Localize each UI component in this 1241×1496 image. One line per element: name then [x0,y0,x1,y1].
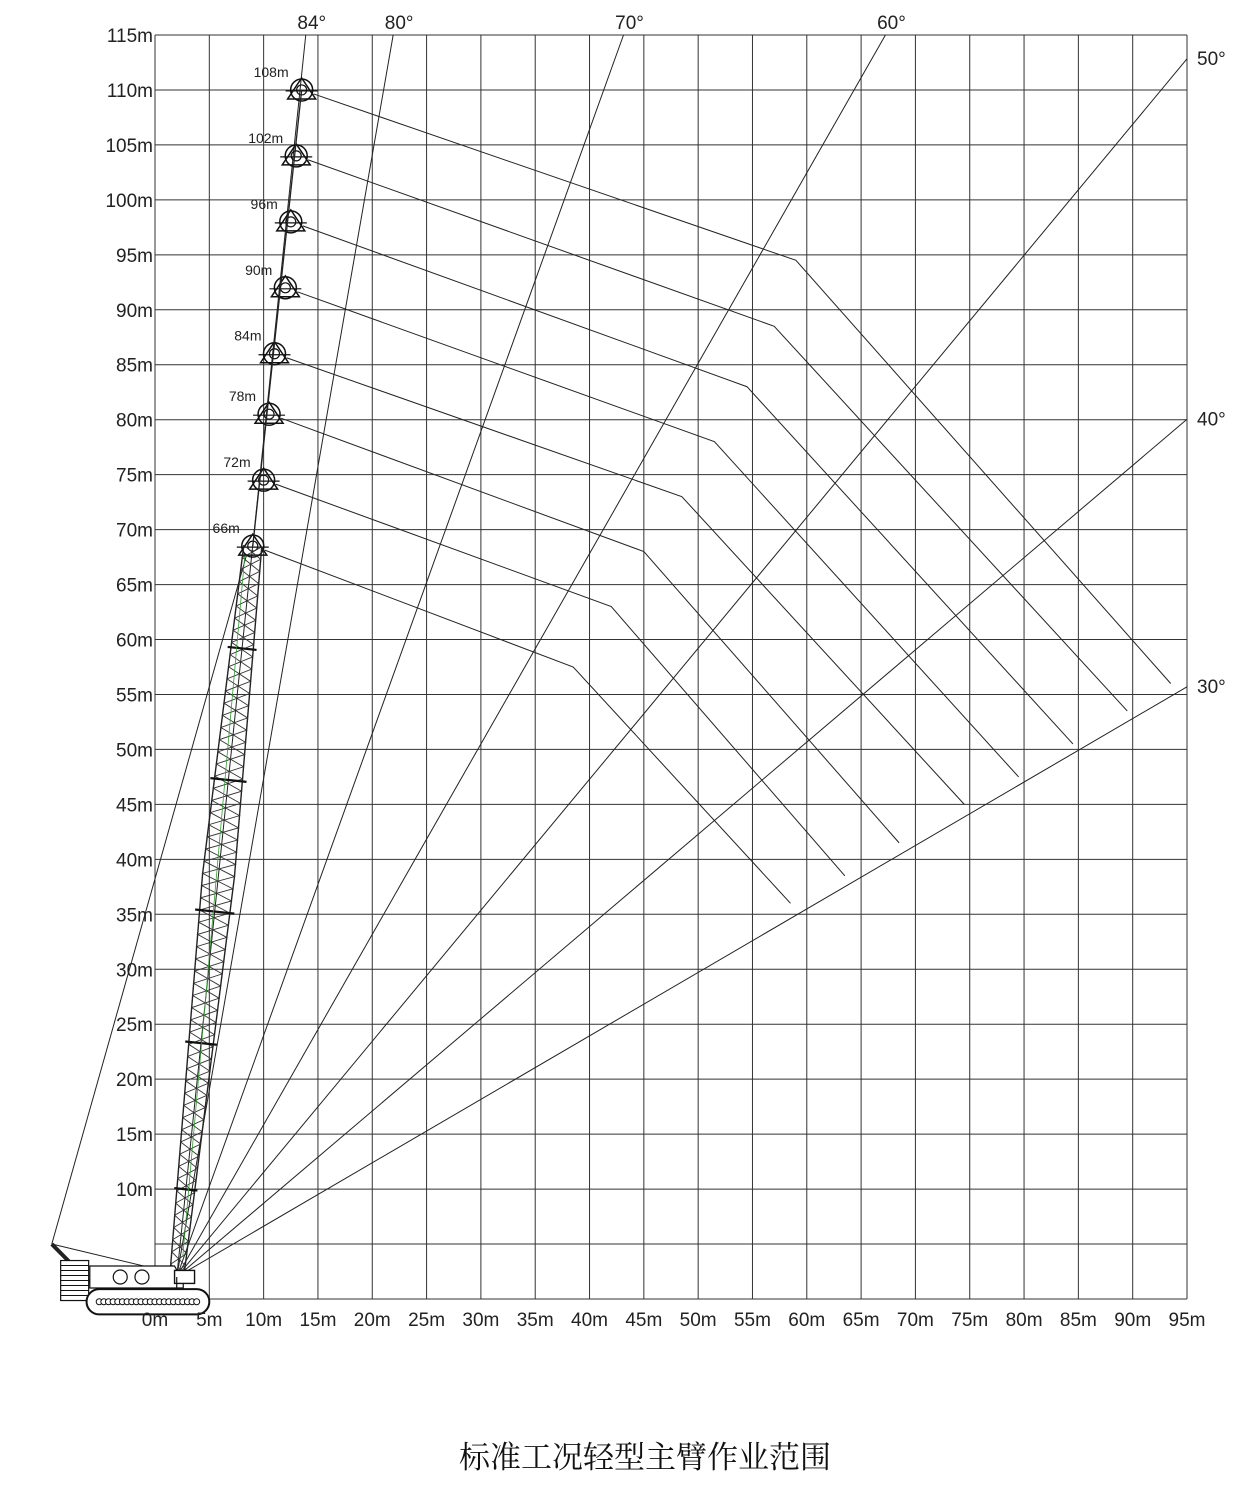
angle-label-84: 84° [297,13,327,34]
y-tick-label: 40m [116,850,153,872]
x-tick-label: 85m [1059,1310,1097,1331]
y-tick-label: 35m [116,905,153,927]
boom-length-label: 66m [212,520,240,537]
x-tick-label: 15m [299,1310,337,1331]
boom-length-label: 96m [250,195,278,212]
angle-line-30 [177,687,1187,1277]
angle-line-50 [177,59,1187,1277]
y-tick-label: 10m [116,1180,153,1202]
angle-label-60: 60° [877,13,906,34]
boom-length-label: 78m [228,388,257,405]
y-tick-label: 50m [116,740,153,762]
y-tick-label: 95m [116,245,153,267]
x-tick-label: 55m [733,1310,771,1331]
angle-line-40 [177,419,1187,1277]
x-axis-ticks [142,1310,1206,1331]
x-tick-label: 95m [1168,1310,1206,1331]
boom-length-label: 108m [253,63,289,80]
x-tick-label: 70m [896,1310,934,1331]
winch-drum [135,1270,149,1284]
x-tick-label: 30m [462,1310,500,1331]
y-tick-label: 15m [116,1125,153,1147]
y-tick-label: 60m [116,630,153,652]
x-tick-label: 75m [951,1310,989,1331]
sheave-inner [264,409,274,419]
x-tick-label: 5m [196,1310,223,1331]
y-tick-label: 75m [116,465,153,487]
x-tick-label: 45m [625,1310,663,1331]
hoist-rope [183,556,245,1257]
x-tick-label: 0m [141,1310,169,1331]
y-tick-label: 65m [116,575,153,597]
sheave-inner [269,349,279,359]
y-tick-label: 80m [116,410,153,432]
range-curve [303,226,1073,744]
operator-cab [175,1270,195,1283]
x-tick-label: 65m [842,1310,880,1331]
y-tick-label: 105m [105,135,153,157]
x-tick-label: 40m [571,1310,609,1331]
range-curve [308,160,1127,711]
boom-length-label: 90m [245,261,273,278]
angle-label-50: 50° [1197,48,1226,70]
chart-title: 标准工况轻型主臂作业范围 [459,1440,831,1476]
grid [155,35,1187,1299]
y-tick-label: 110m [106,80,153,102]
boom-extension-line [250,90,302,546]
angle-line-70 [177,35,624,1277]
sheave-inner [280,283,290,293]
boom-tip-symbol [269,276,301,299]
x-tick-label: 35m [516,1310,554,1331]
x-tick-label: 10m [245,1310,283,1331]
y-tick-label: 55m [116,685,153,707]
y-tick-label: 70m [116,520,153,542]
y-tick-label: 30m [116,960,153,982]
x-tick-label: 20m [353,1310,391,1331]
angle-label-40: 40° [1197,409,1226,431]
boom-tip-symbol [280,144,312,167]
range-curve [265,550,791,903]
y-tick-label: 20m [116,1070,153,1092]
range-curve [286,358,964,805]
winch-drum [113,1270,127,1284]
track-roller [194,1299,200,1305]
boom-length-label: 84m [234,327,262,344]
boom-section-joint [228,647,257,650]
y-tick-label: 115m [106,26,153,47]
y-tick-label: 25m [116,1015,153,1037]
x-tick-label: 90m [1114,1310,1152,1331]
y-tick-label: 45m [116,795,153,817]
y-axis-ticks [105,26,153,1201]
angle-lines [177,13,1226,1277]
angle-label-80: 80° [384,13,414,34]
x-tick-label: 80m [1005,1310,1043,1331]
range-curve [276,484,845,876]
x-tick-label: 25m [408,1310,446,1331]
y-tick-label: 90m [116,300,153,322]
boom-length-label: 102m [248,129,284,146]
boom-tip-symbol [253,402,285,425]
boom-tip-symbol [275,210,307,233]
x-tick-label: 50m [679,1310,717,1331]
angle-label-30: 30° [1197,676,1226,698]
y-tick-label: 100m [105,190,153,212]
angle-label-70: 70° [615,13,644,34]
boom-length-label: 72m [223,454,251,471]
y-tick-label: 85m [116,355,153,377]
x-tick-label: 60m [788,1310,826,1331]
